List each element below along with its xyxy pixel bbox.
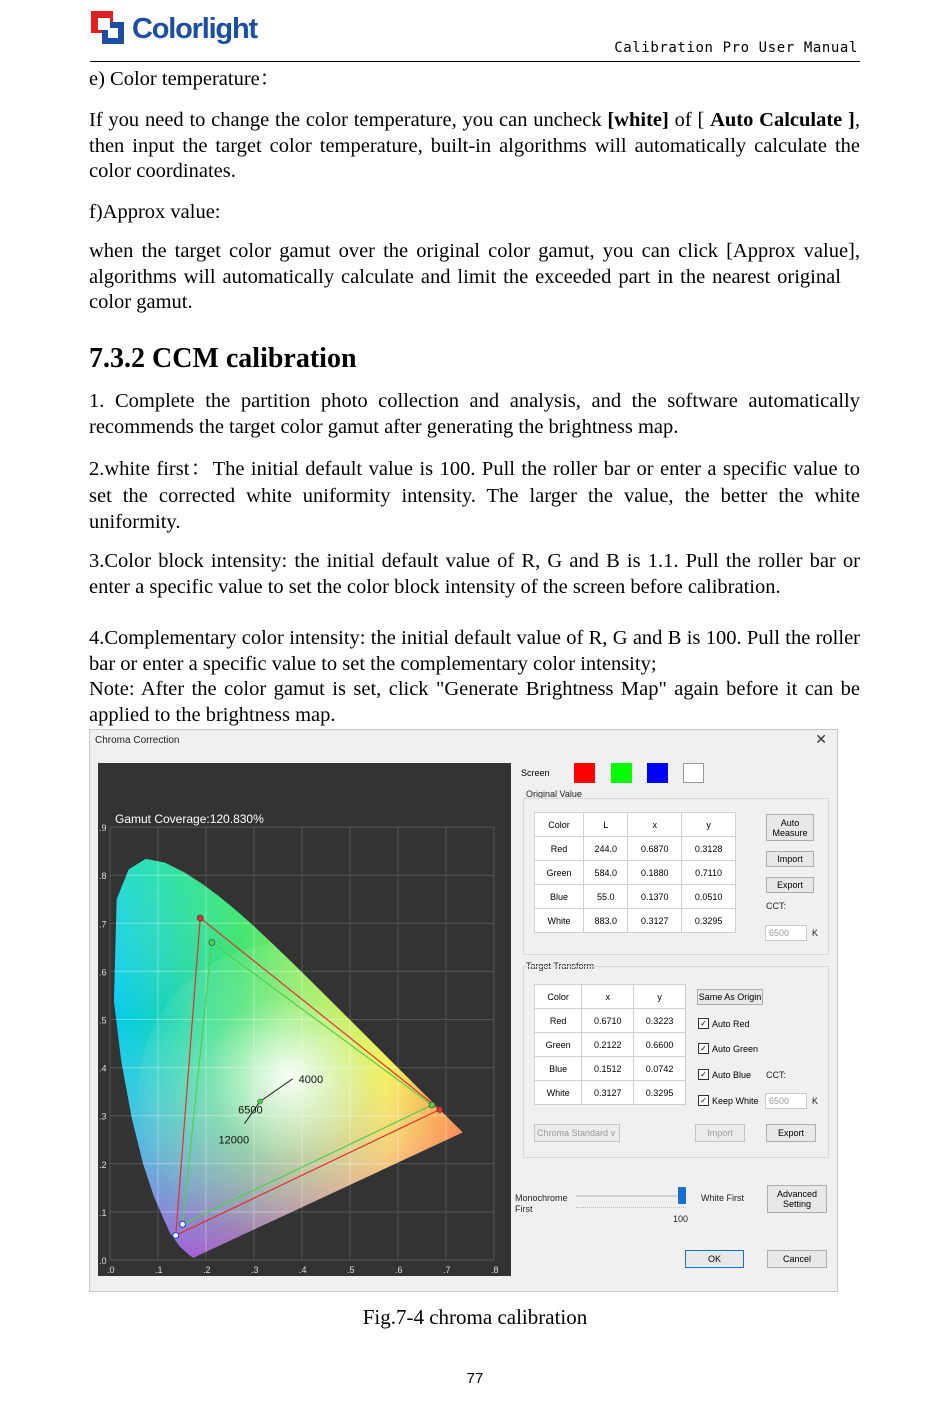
table-row[interactable] <box>535 1033 686 1057</box>
screen-swatch-red[interactable] <box>574 763 595 783</box>
table-cell[interactable]: 0.6600 <box>634 1033 686 1057</box>
y-tick-label: .5 <box>99 1015 107 1026</box>
slider-value: 100 <box>673 1214 689 1224</box>
paragraph-step-4: 4.Complementary color intensity: the initial default value of R, G and B is 100. Pull the roller bar or enter a specific value to set the complementary color intensity; <box>89 627 860 675</box>
x-tick-label: .5 <box>347 1265 355 1275</box>
chroma-standard-value: Chroma Standard <box>537 1128 609 1138</box>
paragraph-note: Note: After the color gamut is set, click "Generate Brightness Map" again before it can be applied to the brightness map. <box>89 678 860 726</box>
table-cell[interactable]: 0.3223 <box>634 1009 686 1033</box>
target-blue-marker[interactable] <box>180 1221 186 1227</box>
screen-swatch-green[interactable] <box>611 763 632 783</box>
table-header: x <box>628 813 682 837</box>
original-import-button[interactable]: Import <box>766 851 814 867</box>
table-cell[interactable]: 0.0510 <box>682 885 736 909</box>
original-cct-label: CCT: <box>766 901 786 911</box>
table-cell[interactable]: 0.3295 <box>682 909 736 933</box>
table-cell: Blue <box>535 1057 582 1081</box>
page-number: 77 <box>466 1370 484 1387</box>
table-cell[interactable]: 0.2122 <box>582 1033 634 1057</box>
auto-blue-checkbox[interactable] <box>698 1069 751 1080</box>
table-cell[interactable]: 0.7110 <box>682 861 736 885</box>
table-row[interactable] <box>535 861 736 885</box>
check-icon: ✓ <box>698 1069 709 1080</box>
ok-button[interactable]: OK <box>685 1250 744 1268</box>
x-tick-label: .8 <box>491 1265 499 1275</box>
check-icon: ✓ <box>698 1043 709 1054</box>
y-tick-label: .3 <box>99 1111 107 1122</box>
table-cell: Red <box>535 1009 582 1033</box>
original-cct-input[interactable]: 6500 <box>765 925 807 941</box>
auto-measure-button[interactable]: Auto Measure <box>766 814 814 841</box>
table-cell: White <box>535 1081 582 1105</box>
check-icon: ✓ <box>698 1018 709 1029</box>
target-import-button[interactable]: Import <box>695 1124 745 1142</box>
auto-green-label: Auto Green <box>712 1043 759 1054</box>
chromaticity-svg <box>98 763 511 1276</box>
monochrome-first-label: Monochrome First <box>515 1193 568 1214</box>
cancel-button[interactable]: Cancel <box>767 1250 827 1268</box>
logo-text: Colorlight <box>132 13 257 45</box>
gamut-coverage-label: Gamut Coverage:120.830% <box>115 812 264 826</box>
y-tick-label: .6 <box>99 967 107 978</box>
white-first-slider[interactable] <box>576 1187 686 1207</box>
table-cell[interactable]: 0.3128 <box>682 837 736 861</box>
table-row[interactable] <box>535 1057 686 1081</box>
original-value-label: Original Value <box>526 789 582 799</box>
paragraph-step-1: 1. Complete the partition photo collection and analysis, and the software automatically recommends the target color gamut after generating the brightness map. <box>89 390 860 438</box>
y-tick-label: .8 <box>99 871 107 882</box>
original-gamut-triangle-vertex[interactable] <box>197 915 203 921</box>
dialog-title: Chroma Correction <box>95 735 180 746</box>
auto-green-checkbox[interactable] <box>698 1043 758 1054</box>
table-row[interactable] <box>535 1009 686 1033</box>
table-cell[interactable]: 0.1370 <box>628 885 682 909</box>
cct-label: 6500 <box>238 1104 263 1117</box>
heading-approx-value: f)Approx value: <box>89 201 221 223</box>
original-gamut-triangle-vertex[interactable] <box>437 1107 443 1113</box>
table-row[interactable] <box>535 837 736 861</box>
target-cct-label: CCT: <box>766 1070 786 1080</box>
x-tick-label: .0 <box>107 1265 115 1275</box>
table-cell: Red <box>535 837 584 861</box>
screen-swatch-blue[interactable] <box>647 763 668 783</box>
x-tick-label: .1 <box>155 1265 163 1275</box>
keep-white-label: Keep White <box>712 1095 759 1106</box>
table-cell: Green <box>535 1033 582 1057</box>
auto-red-checkbox[interactable] <box>698 1018 750 1029</box>
table-header-row <box>535 985 686 1009</box>
manual-title: Calibration Pro User Manual <box>614 40 858 56</box>
table-header: y <box>682 813 736 837</box>
slider-track <box>576 1195 686 1197</box>
target-cct-input[interactable]: 6500 <box>765 1093 807 1109</box>
table-cell[interactable]: 0.3295 <box>634 1081 686 1105</box>
x-tick-label: .4 <box>299 1265 307 1275</box>
colorlight-logo <box>90 10 290 50</box>
chromaticity-diagram <box>98 763 511 1276</box>
table-cell[interactable]: 0.3127 <box>628 909 682 933</box>
table-cell[interactable]: 0.1880 <box>628 861 682 885</box>
x-tick-label: .2 <box>203 1265 211 1275</box>
y-tick-label: .2 <box>99 1159 107 1170</box>
table-cell: White <box>535 909 584 933</box>
original-cct-unit: K <box>812 928 819 938</box>
paragraph-color-temperature: If you need to change the color temperature, you can uncheck [white] of [ Auto Calculate ], then input the target color temperature, built-in algorithms will automatically calculate the color coordinates. <box>89 109 861 183</box>
table-header-row <box>535 813 736 837</box>
auto-blue-label: Auto Blue <box>712 1069 752 1080</box>
figure-caption: Fig.7-4 chroma calibration <box>362 1305 588 1329</box>
table-cell[interactable]: 0.6870 <box>628 837 682 861</box>
y-tick-label: .9 <box>99 823 107 834</box>
table-cell[interactable]: 0.0742 <box>634 1057 686 1081</box>
screen-label: Screen <box>521 768 550 778</box>
check-icon: ✓ <box>698 1095 709 1106</box>
same-as-origin-button[interactable]: Same As Origin <box>697 989 763 1005</box>
section-heading: 7.3.2 CCM calibration <box>89 343 357 374</box>
target-gamut-triangle-vertex[interactable] <box>209 940 215 946</box>
original-export-button[interactable]: Export <box>766 877 814 893</box>
cct-label: 12000 <box>218 1134 250 1147</box>
white-first-label: White First <box>701 1193 745 1203</box>
target-transform-label: Target Transform <box>526 961 595 971</box>
advanced-setting-button[interactable]: Advanced Setting <box>767 1185 827 1213</box>
x-tick-label: .3 <box>251 1265 259 1275</box>
slider-thumb[interactable] <box>678 1187 686 1204</box>
table-cell[interactable]: 244.0 <box>584 837 628 861</box>
target-gamut-triangle-vertex[interactable] <box>429 1102 435 1108</box>
screen-swatch-white[interactable] <box>683 763 704 783</box>
auto-red-label: Auto Red <box>712 1018 750 1029</box>
table-row[interactable] <box>535 909 736 933</box>
colorlight-logo-icon <box>90 10 130 50</box>
y-tick-label: .4 <box>99 1063 107 1074</box>
target-transform-table <box>534 984 686 1105</box>
close-icon[interactable]: ✕ <box>815 731 827 747</box>
table-cell: Green <box>535 861 584 885</box>
x-tick-label: .7 <box>443 1265 451 1275</box>
table-cell[interactable]: 584.0 <box>584 861 628 885</box>
paragraph-step-3: 3.Color block intensity: the initial default value of R, G and B is 1.1. Pull the roller bar or enter a specific value to set the color block intensity of the screen before calibration. <box>89 550 860 598</box>
y-tick-label: .7 <box>99 919 107 930</box>
heading-color-temperature: e) Color temperature： <box>89 68 281 90</box>
table-cell[interactable]: 883.0 <box>584 909 628 933</box>
slider-ticks <box>576 1207 686 1209</box>
original-value-table <box>534 812 736 933</box>
table-cell[interactable]: 0.3127 <box>582 1081 634 1105</box>
paragraph-step-2: 2.white first：The initial default value is 100. Pull the roller bar or enter a specific value to set the corrected white uniformity intensity. The larger the value, the better the white uniformity. <box>89 458 860 533</box>
y-tick-label: .0 <box>99 1256 107 1266</box>
table-cell[interactable]: 0.6710 <box>582 1009 634 1033</box>
table-header: L <box>584 813 628 837</box>
target-cct-unit: K <box>812 1096 819 1106</box>
table-cell[interactable]: 0.1512 <box>582 1057 634 1081</box>
table-header: y <box>634 985 686 1009</box>
table-cell[interactable]: 55.0 <box>584 885 628 909</box>
original-blue-marker[interactable] <box>173 1232 179 1238</box>
cct-label: 4000 <box>298 1073 324 1086</box>
y-tick-label: .1 <box>99 1207 107 1218</box>
table-row[interactable] <box>535 1081 686 1105</box>
target-export-button[interactable]: Export <box>766 1124 816 1142</box>
header-rule <box>90 61 860 62</box>
paragraph-approx-value: when the target color gamut over the original color gamut, you can click [Approx value], algorithms will automatically calculate and limit the exceeded part in the nearest original color gamut. <box>89 240 860 314</box>
table-header: x <box>582 985 634 1009</box>
chroma-standard-select[interactable] <box>534 1124 620 1142</box>
chroma-correction-dialog <box>89 729 838 1292</box>
x-tick-label: .6 <box>395 1265 403 1275</box>
table-row[interactable] <box>535 885 736 909</box>
table-header: Color <box>535 985 582 1009</box>
white-point <box>258 1099 263 1104</box>
table-cell: Blue <box>535 885 584 909</box>
table-header: Color <box>535 813 584 837</box>
chevron-down-icon: v <box>610 1128 616 1138</box>
keep-white-checkbox[interactable] <box>698 1095 759 1106</box>
